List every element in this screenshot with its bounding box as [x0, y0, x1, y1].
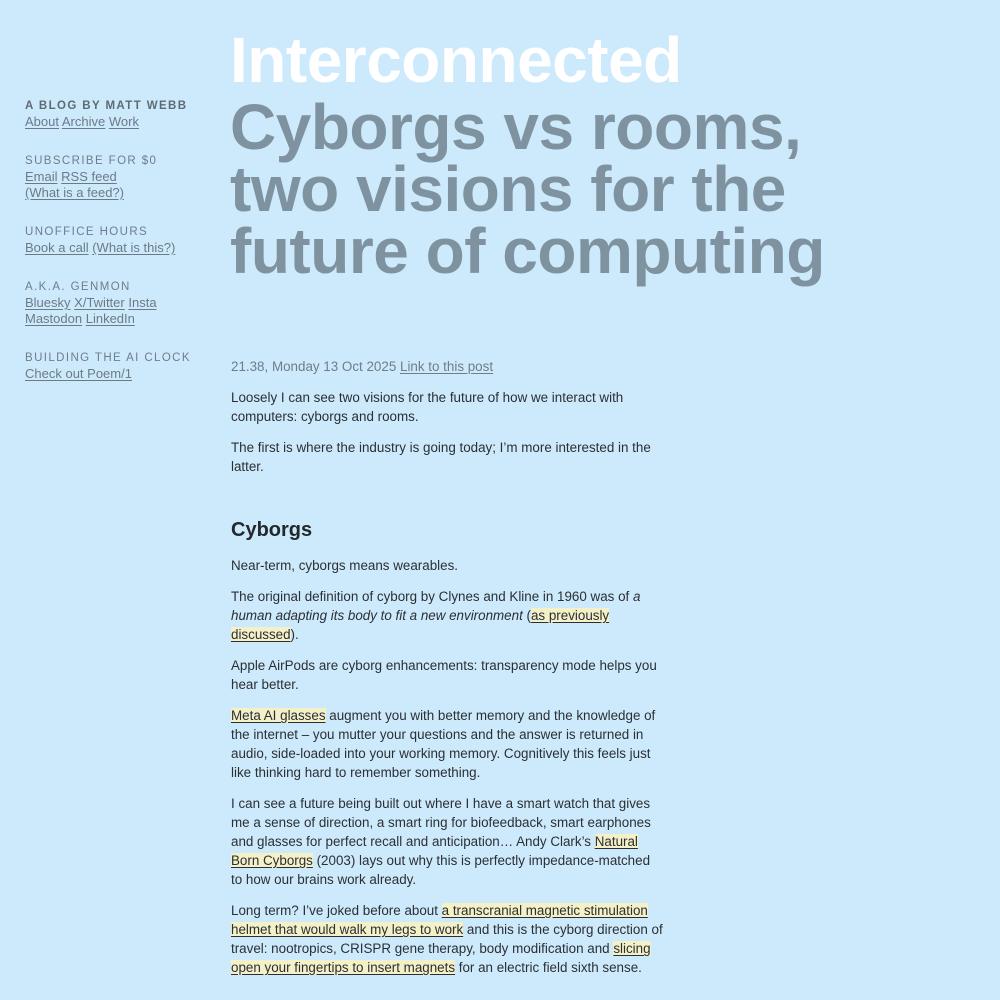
poem-link[interactable]: Check out Poem/1	[25, 366, 132, 381]
fingertip-magnets-link[interactable]: slicing open your fingertips to insert magnets	[231, 941, 651, 975]
byline-heading: A BLOG BY MATT WEBB	[25, 100, 188, 112]
as-previously-discussed-link[interactable]: as previously discussed	[231, 608, 610, 642]
paragraph	[231, 587, 663, 644]
sidebar-group-subscribe	[25, 153, 215, 201]
twitter-link[interactable]: X/Twitter	[74, 295, 125, 310]
sidebar-group-aka	[25, 279, 215, 327]
about-link[interactable]: About	[25, 114, 59, 129]
text: I can see a future being built out where I have a smart watch that gives me a sense of direction, a smart ring for biofeedback, smart earphones and glasses for perfect recall and anticipation… Andy Clark’s	[231, 796, 651, 849]
insta-link[interactable]: Insta	[128, 295, 157, 310]
paragraph: Loosely I can see two visions for the future of how we interact with computers: cyborgs and rooms.	[231, 390, 624, 424]
natural-born-cyborgs-link[interactable]: Natural Born Cyborgs	[231, 834, 638, 868]
post-title: Cyborgs vs rooms, two visions for the future of computing	[230, 91, 825, 287]
paragraph	[231, 706, 663, 782]
post-meta	[231, 357, 663, 376]
text: for an electric field sixth sense.	[455, 960, 642, 975]
text: The original definition of cyborg by Clynes and Kline in 1960 was of	[231, 589, 633, 604]
text: and this is the cyborg direction of travel: nootropics, CRISPR gene therapy, body modification and	[231, 922, 663, 956]
post-body	[231, 357, 663, 989]
paragraph: Near-term, cyborgs means wearables.	[231, 558, 458, 573]
paragraph	[231, 901, 663, 977]
what-is-feed-link[interactable]: (What is a feed?)	[25, 185, 124, 200]
permalink[interactable]: Link to this post	[400, 359, 494, 374]
paragraph	[231, 794, 663, 889]
meta-ai-glasses-link[interactable]: Meta AI glasses	[231, 708, 326, 723]
sidebar-group-office-hours	[25, 224, 215, 256]
bluesky-link[interactable]: Bluesky	[25, 295, 71, 310]
emphasis: a human adapting its body to fit a new environment	[231, 589, 641, 623]
text: (2003) lays out why this is perfectly impedance-matched to how our brains work already.	[231, 853, 651, 887]
text: augment you with better memory and the knowledge of the internet – you mutter your questions and the answer is returned in audio, side-loaded into your working memory. Cognitively this feels just like thinking hard to remember something.	[231, 708, 656, 780]
aka-heading: A.K.A. GENMON	[25, 281, 131, 293]
text: ).	[290, 627, 299, 642]
office-hours-heading: UNOFFICE HOURS	[25, 226, 149, 238]
site-title[interactable]: Interconnected	[230, 24, 682, 96]
subscribe-heading: SUBSCRIBE FOR $0	[25, 155, 158, 167]
rss-feed-link[interactable]: RSS feed	[61, 169, 117, 184]
tms-helmet-link[interactable]: a transcranial magnetic stimulation helmet that would walk my legs to work	[231, 903, 648, 937]
book-call-link[interactable]: Book a call	[25, 240, 89, 255]
paragraph: Apple AirPods are cyborg enhancements: transparency mode helps you hear better.	[231, 658, 657, 692]
sidebar	[25, 98, 215, 405]
linkedin-link[interactable]: LinkedIn	[85, 311, 135, 326]
text: (	[522, 608, 531, 623]
paragraph: The first is where the industry is going today; I’m more interested in the latter.	[231, 440, 651, 474]
text: Long term? I’ve joked before about	[231, 903, 442, 918]
archive-link[interactable]: Archive	[61, 114, 106, 129]
post-date: 21.38, Monday 13 Oct 2025	[231, 359, 397, 374]
email-link[interactable]: Email	[25, 169, 58, 184]
sidebar-group-ai-clock	[25, 350, 215, 382]
mastodon-link[interactable]: Mastodon	[25, 311, 83, 326]
ai-clock-heading: BUILDING THE AI CLOCK	[25, 352, 191, 364]
sidebar-group-byline	[25, 98, 215, 130]
work-link[interactable]: Work	[108, 114, 139, 129]
section-heading-cyborgs: Cyborgs	[231, 519, 313, 541]
what-is-this-link[interactable]: (What is this?)	[92, 240, 176, 255]
